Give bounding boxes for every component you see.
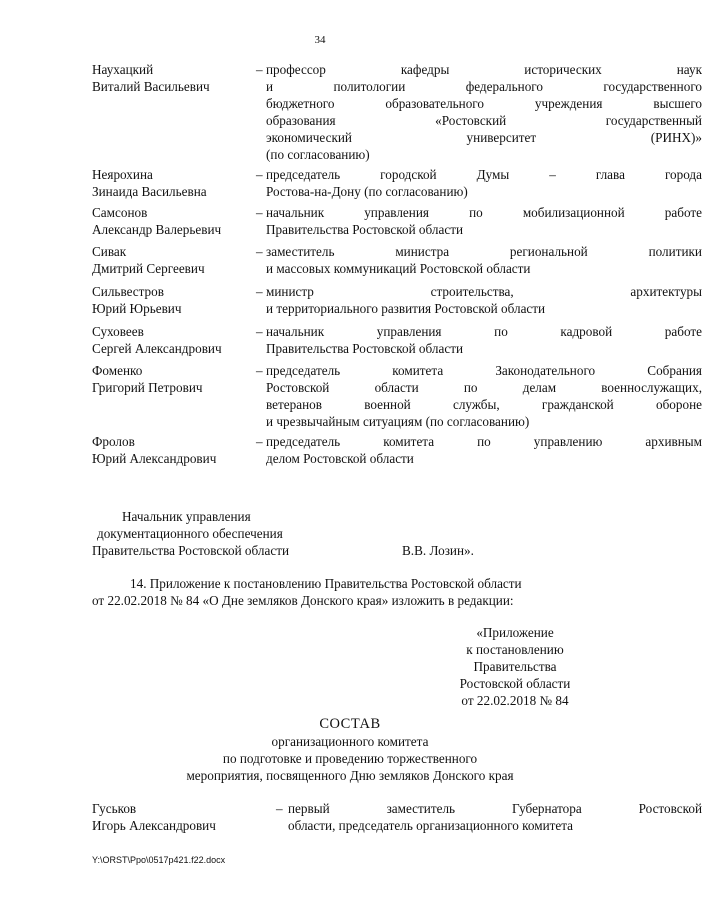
- member-role-line: министр строительства, архитектуры: [266, 284, 702, 299]
- appendix-line: Правительства: [473, 659, 557, 674]
- member-role-line: заместитель министра региональной политики: [266, 244, 702, 259]
- signature-line-2: документационного обеспечения: [97, 526, 283, 541]
- file-path-footer: Y:\ORST\Ppo\0517p421.f22.docx: [92, 855, 226, 865]
- member-role-line: Правительства Ростовской области: [266, 222, 464, 237]
- member-given-names: Александр Валерьевич: [92, 222, 222, 237]
- member-role-line: экономический университет (РИНХ)»: [266, 130, 702, 145]
- member-name: [92, 283, 262, 317]
- title-line-3: мероприятия, посвященного Дню земляков Донского края: [186, 768, 514, 783]
- member-name: [92, 166, 262, 200]
- appendix-line: «Приложение: [476, 625, 554, 640]
- member-role-line: начальник управления по кадровой работе: [266, 324, 702, 339]
- member-role-line: и территориального развития Ростовской области: [266, 301, 546, 316]
- member-role-line: Ростова-на-Дону (по согласованию): [266, 184, 468, 199]
- member-surname: Гуськов: [92, 801, 137, 816]
- title-heading: СОСТАВ: [319, 716, 381, 732]
- member-role-line: начальник управления по мобилизационной работе: [266, 205, 702, 220]
- member-surname: Суховеев: [92, 324, 144, 339]
- member-role: [266, 433, 702, 467]
- member-surname: Сильвестров: [92, 284, 164, 299]
- member-given-names: Сергей Александрович: [92, 341, 222, 356]
- member-role-line: (по согласованию): [266, 147, 370, 162]
- member-given-names: Григорий Петрович: [92, 380, 203, 395]
- member-name: [92, 243, 262, 277]
- member-given-names: Юрий Юрьевич: [92, 301, 182, 316]
- member-dash: –: [256, 244, 263, 259]
- member-dash: –: [256, 205, 263, 220]
- member-role-line: председатель комитета по управлению архивным: [266, 434, 702, 449]
- member-surname: Фоменко: [92, 363, 143, 378]
- document-title: [92, 716, 608, 784]
- member-name: [92, 204, 262, 238]
- member-role-line: профессор кафедры исторических наук: [266, 62, 702, 77]
- member-name: [92, 323, 262, 357]
- member-role-line: делом Ростовской области: [266, 451, 414, 466]
- member-role-line: Правительства Ростовской области: [266, 341, 464, 356]
- member-dash: –: [256, 434, 263, 449]
- member-role-line: и массовых коммуникаций Ростовской области: [266, 261, 531, 276]
- member-role-line: первый заместитель Губернатора Ростовской: [288, 801, 702, 816]
- member-surname: Сивак: [92, 244, 127, 259]
- member-role-line: Ростовской области по делам военнослужащих,: [266, 380, 702, 395]
- signature-name: В.В. Лозин».: [402, 543, 474, 558]
- member-role-line: области, председатель организационного комитета: [288, 818, 574, 833]
- member-surname: Самсонов: [92, 205, 148, 220]
- member-role: [266, 204, 702, 238]
- member-role: [266, 362, 702, 430]
- member-dash: –: [256, 62, 263, 77]
- member-given-names: Игорь Александрович: [92, 818, 216, 833]
- member-surname: Фролов: [92, 434, 135, 449]
- member-role-line: председатель комитета Законодательного Собрания: [266, 363, 702, 378]
- member-surname: Неярохина: [92, 167, 153, 182]
- appendix-line: к постановлению: [466, 642, 564, 657]
- member-dash: –: [276, 801, 283, 816]
- member-name: [92, 61, 262, 95]
- member-name: [92, 362, 262, 396]
- appendix-line: Ростовской области: [459, 676, 571, 691]
- member-dash: –: [256, 284, 263, 299]
- signature-line-1: Начальник управления: [122, 509, 251, 524]
- member-role-line: образования «Ростовский государственный: [266, 113, 702, 128]
- member-dash: –: [256, 324, 263, 339]
- member-role: [266, 243, 702, 277]
- member-role: [266, 283, 702, 317]
- member-surname: Наухацкий: [92, 62, 154, 77]
- member-name: [92, 800, 262, 834]
- signature-line-3: Правительства Ростовской области: [92, 543, 290, 558]
- appendix-header: [430, 624, 600, 709]
- member-role-line: председатель городской Думы – глава города: [266, 167, 702, 182]
- member-given-names: Дмитрий Сергеевич: [92, 261, 205, 276]
- member-given-names: Виталий Васильевич: [92, 79, 210, 94]
- title-line-1: организационного комитета: [271, 734, 429, 749]
- member-role: [266, 166, 702, 200]
- member-role-line: и чрезвычайным ситуациям (по согласованию): [266, 414, 530, 429]
- member-given-names: Зинаида Васильевна: [92, 184, 207, 199]
- member-given-names: Юрий Александрович: [92, 451, 217, 466]
- member-role-line: бюджетного образовательного учреждения высшего: [266, 96, 702, 111]
- member-name: [92, 433, 262, 467]
- member-role: [266, 61, 702, 163]
- member-dash: –: [256, 363, 263, 378]
- page-number: 34: [314, 34, 326, 46]
- appendix-line: от 22.02.2018 № 84: [461, 693, 569, 708]
- member-role: [266, 323, 702, 357]
- member-role: [288, 800, 702, 834]
- paragraph-14-line-1: 14. Приложение к постановлению Правительства Ростовской области: [130, 576, 522, 591]
- member-role-line: и политологии федерального государственного: [266, 79, 702, 94]
- member-role-line: ветеранов военной службы, гражданской обороне: [266, 397, 702, 412]
- member-dash: –: [256, 167, 263, 182]
- title-line-2: по подготовке и проведению торжественного: [222, 751, 478, 766]
- paragraph-14-line-2: от 22.02.2018 № 84 «О Дне земляков Донского края» изложить в редакции:: [92, 593, 514, 608]
